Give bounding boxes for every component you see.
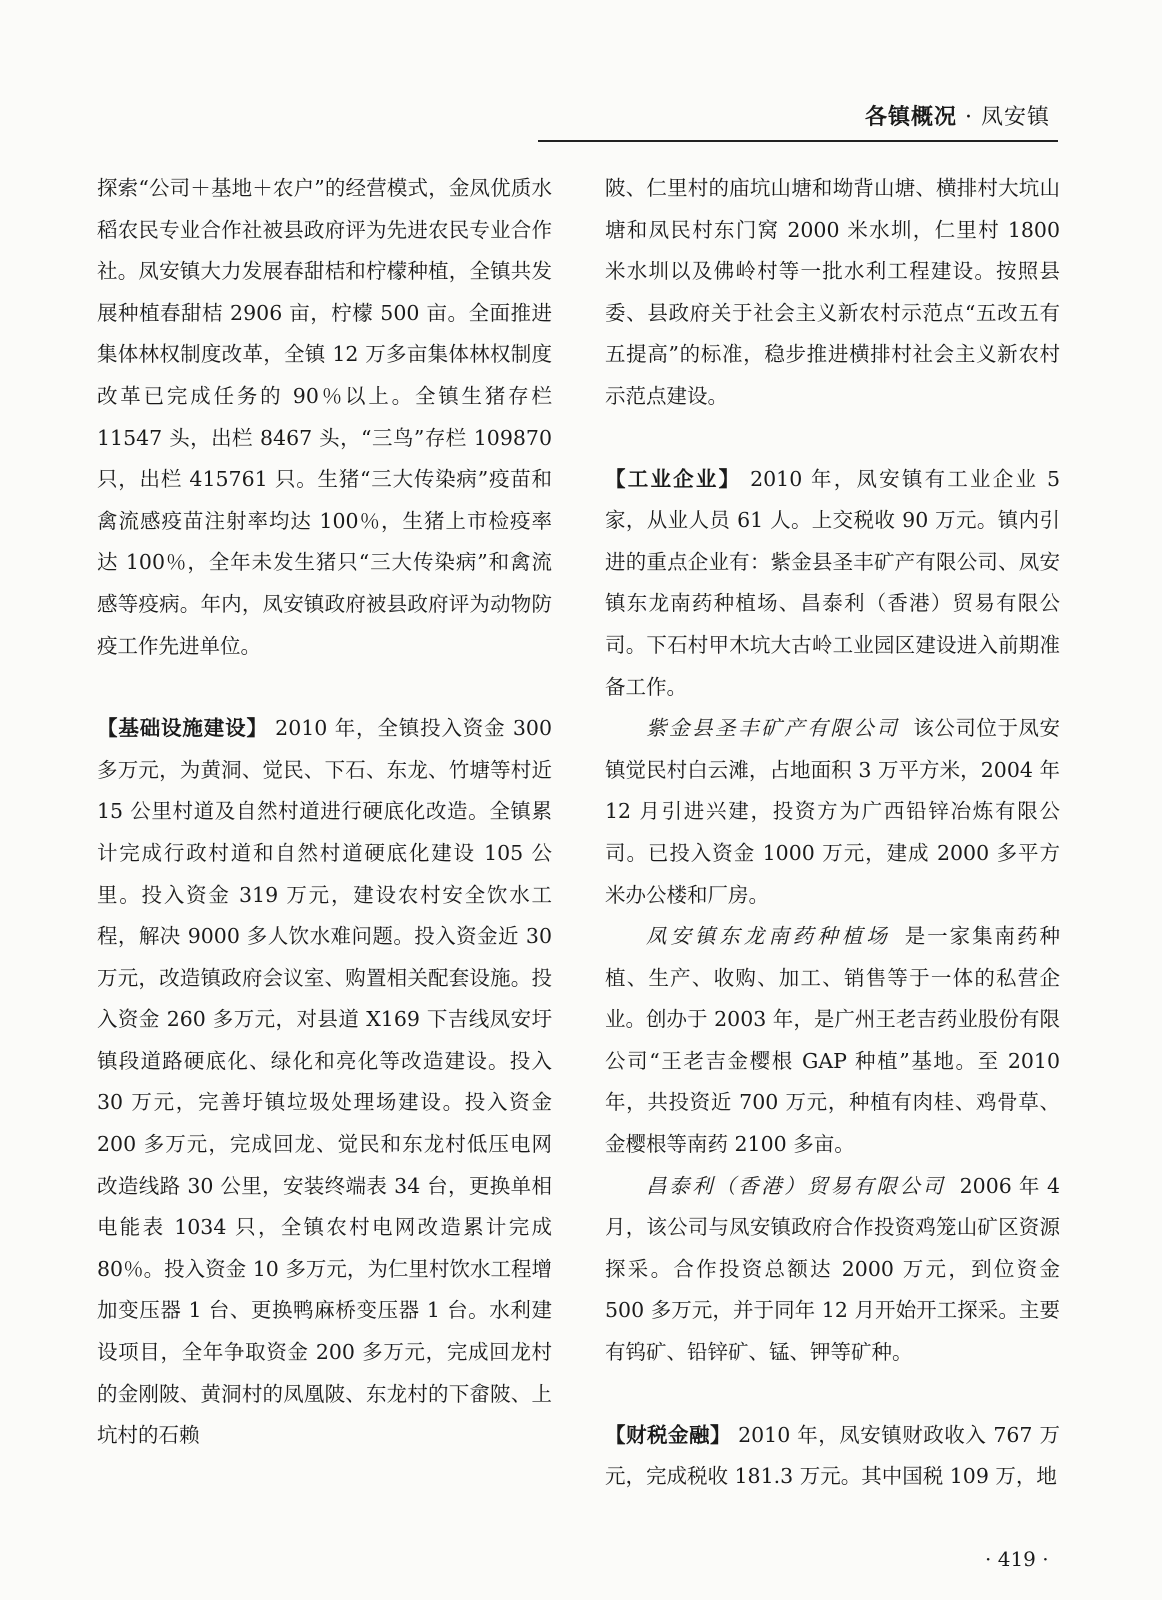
- company-2-text: 是一家集南药种植、生产、收购、加工、销售等于一体的私营企业。创办于 2003 年，是广州王老吉药业股份有限公司“王老吉金樱根 GAP 种植”基地。至 2010 年，共投资近 700 万元，种植有肉桂、鸡骨草、金樱根等南药 2100 多亩。: [605, 924, 1060, 1157]
- industry-text: 2010 年，凤安镇有工业企业 5 家，从业人员 61 人。上交税收 90 万元。镇内引进的重点企业有：紫金县圣丰矿产有限公司、凤安镇东龙南药种植场、昌泰利（香港）贸易有限公司。下石村甲木坑大古岭工业园区建设进入前期准备工作。: [605, 466, 1061, 699]
- company-1-paragraph: [605, 708, 1060, 916]
- infrastructure-heading: 【基础设施建设】: [97, 716, 268, 741]
- company-2-paragraph: [605, 916, 1060, 1166]
- company-3-text: 2006 年 4 月，该公司与凤安镇政府合作投资鸡笼山矿区资源探采。合作投资总额达 2000 万元，到位资金 500 多万元，并于同年 12 月开始开工探采。主要有钨矿、铅锌矿、锰、钾等矿种。: [605, 1173, 1060, 1365]
- running-header: [0, 100, 1050, 131]
- infrastructure-text: 2010 年，全镇投入资金 300 多万元，为黄洞、觉民、下石、东龙、竹塘等村近 15 公里村道及自然村道进行硬底化改造。全镇累计完成行政村道和自然村道硬底化建设 105 公里。投入资金 319 万元，建设农村安全饮水工程，解决 9000 多人饮水难问题。投入资金近 30 万元，改造镇政府会议室、购置相关配套设施。投入资金 260 多万元，对县道 X169 下吉线凤安圩镇段道路硬底化、绿化和亮化等改造建设。投入 30 万元，完善圩镇垃圾处理场建设。投入资金 200 多万元，完成回龙、觉民和东龙村低压电网改造线路 30 公里，安装终端表 34 台，更换单相电能表 1034 只，全镇农村电网改造累计完成 80％。投入资金 10 多万元，为仁里村饮水工程增加变压器 1 台、更换鸭麻桥变压器 1 台。水利建设项目，全年争取资金 200 多万元，完成回龙村的金刚陂、黄洞村的凤凰陂、东龙村的下畲陂、上坑村的石赖: [97, 716, 552, 1448]
- company-1-text: 该公司位于凤安镇觉民村白云滩，占地面积 3 万平方米，2004 年 12 月引进兴建，投资方为广西铅锌冶炼有限公司。已投入资金 1000 万元，建成 2000 多平方米办公楼和厂房。: [605, 716, 1061, 907]
- industry-heading: 【工业企业】: [605, 466, 742, 491]
- finance-text: 2010 年，凤安镇财政收入 767 万元，完成税收 181.3 万元。其中国税 109 万，地: [605, 1422, 1060, 1489]
- infrastructure-paragraph: [97, 708, 552, 1457]
- water-works-paragraph: 陂、仁里村的庙坑山塘和坳背山塘、横排村大坑山塘和凤民村东门窝 2000 米水圳，仁里村 1800 米水圳以及佛岭村等一批水利工程建设。按照县委、县政府关于社会主义新农村示范点“五改五有五提高”的标准，稳步推进横排村社会主义新农村示范点建设。: [605, 176, 1060, 408]
- header-section: 各镇概况: [864, 105, 957, 130]
- company-2-name: 凤安镇东龙南药种植场: [646, 924, 891, 949]
- agriculture-paragraph: 探索“公司＋基地＋农户”的经营模式，金凤优质水稻农民专业合作社被县政府评为先进农民专业合作社。凤安镇大力发展春甜桔和柠檬种植，全镇共发展种植春甜桔 2906 亩，柠檬 500 亩。全面推进集体林权制度改革，全镇 12 万多亩集体林权制度改革已完成任务的 90％以上。全镇生猪存栏 11547 头，出栏 8467 头，“三鸟”存栏 109870 只，出栏 415761 只。生猪“三大传染病”疫苗和禽流感疫苗注射率均达 100％，生猪上市检疫率达 100％，全年未发生猪只“三大传染病”和禽流感等疫病。年内，凤安镇政府被县政府评为动物防疫工作先进单位。: [97, 176, 552, 658]
- company-3-name: 昌泰利（香港）贸易有限公司: [646, 1173, 946, 1198]
- industry-paragraph: [605, 459, 1060, 709]
- company-1-name: 紫金县圣丰矿产有限公司: [646, 716, 900, 741]
- finance-heading: 【财税金融】: [605, 1422, 732, 1447]
- header-town: 凤安镇: [980, 105, 1050, 130]
- right-column: [605, 168, 1060, 1498]
- header-separator: ·: [964, 105, 973, 130]
- page-number: · 419 ·: [985, 1547, 1049, 1571]
- header-rule: [538, 140, 1058, 142]
- company-3-paragraph: [605, 1166, 1060, 1374]
- left-column: [97, 168, 552, 1457]
- finance-paragraph: [605, 1415, 1060, 1498]
